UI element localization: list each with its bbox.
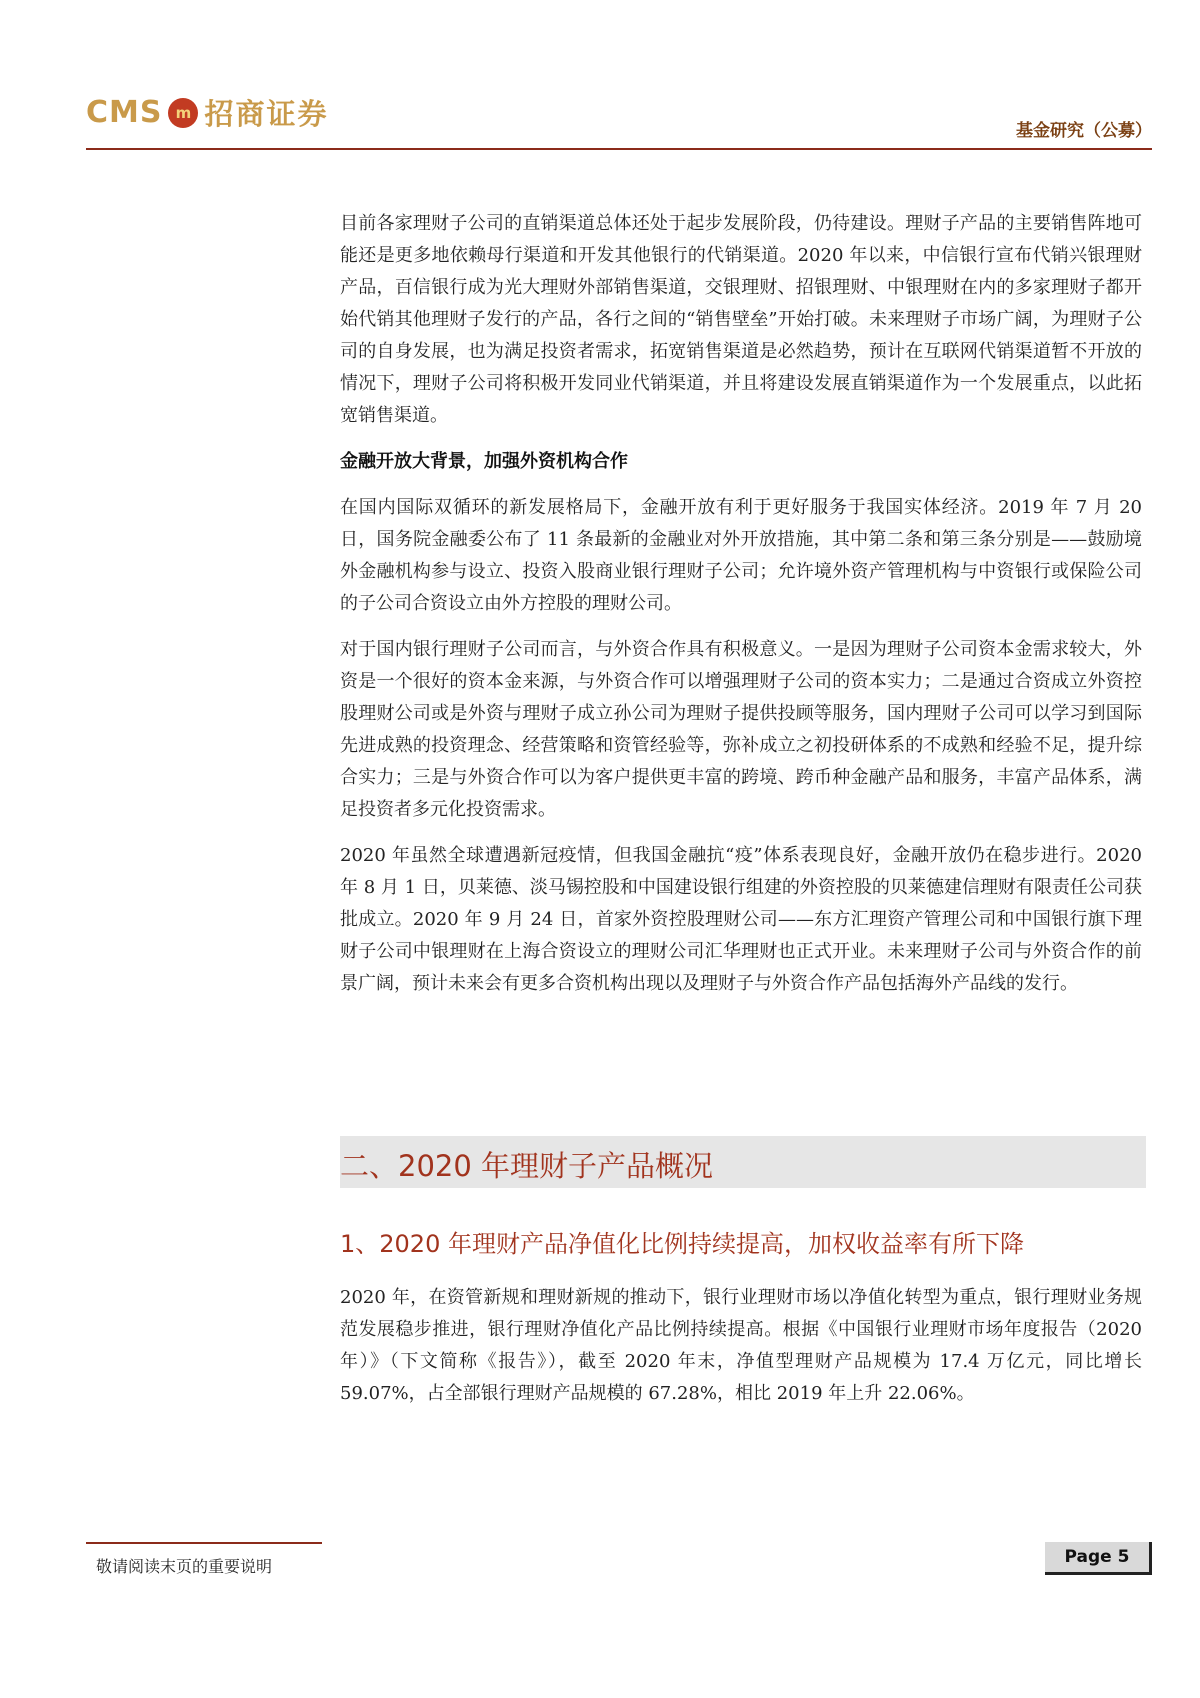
subsection-title: 1、2020 年理财产品净值化比例持续提高，加权收益率有所下降: [340, 1230, 1024, 1258]
header-divider: [86, 148, 1152, 150]
logo-mark-icon: m: [168, 98, 198, 128]
bold-heading: 金融开放大背景，加强外资机构合作: [340, 451, 628, 472]
disclaimer-note: 敬请阅读末页的重要说明: [96, 1557, 273, 1576]
section-heading-band: [340, 1136, 1146, 1188]
paragraph-2020-progress: 2020 年虽然全球遭遇新冠疫情，但我国金融抗“疫”体系表现良好，金融开放仍在稳步进行。2020 年 8 月 1 日，贝莱德、淡马锡控股和中国建设银行组建的外资控股的贝莱德建信理财有限责任公司获批成立。2020 年 9 月 24 日，首家外资控股理财公司——东方汇理资产管理公司和中国银行旗下理财子公司中银理财在上海合资设立的理财公司汇华理财也正式开业。未来理财子公司与外资合作的前景广阔，预计未来会有更多合资机构出现以及理财子与外资合作产品包括海外产品线的发行。: [340, 845, 1142, 994]
section-title: 二、2020 年理财子产品概况: [340, 1149, 714, 1183]
section-content: [340, 1282, 1142, 1424]
paragraph-net-value: 2020 年，在资管新规和理财新规的推动下，银行业理财市场以净值化转型为重点，银行理财业务规范发展稳步推进，银行理财净值化产品比例持续提高。根据《中国银行业理财市场年度报告（2020 年）》（下文简称《报告》），截至 2020 年末，净值型理财产品规模为 17.4 万亿元，同比增长 59.07%，占全部银行理财产品规模的 67.28%，相比 2019 年上升 22.06%。: [340, 1287, 1142, 1404]
logo-cms-text: CMS: [86, 95, 163, 130]
section-label: 基金研究（公募）: [1016, 121, 1152, 141]
page-header: [86, 88, 1152, 150]
paragraph-direct-sales: 目前各家理财子公司的直销渠道总体还处于起步发展阶段，仍待建设。理财子产品的主要销售阵地可能还是更多地依赖母行渠道和开发其他银行的代销渠道。2020 年以来，中信银行宣布代销兴银理财产品，百信银行成为光大理财外部销售渠道，交银理财、招银理财、中银理财在内的多家理财子都开始代销其他理财子发行的产品，各行之间的“销售壁垒”开始打破。未来理财子市场广阔，为理财子公司的自身发展，也为满足投资者需求，拓宽销售渠道是必然趋势，预计在互联网代销渠道暂不开放的情况下，理财子公司将积极开发同业代销渠道，并且将建设发展直销渠道作为一个发展重点，以此拓宽销售渠道。: [340, 213, 1142, 426]
page-footer: [86, 1542, 1152, 1582]
page-number: Page 5: [1045, 1542, 1152, 1575]
cms-logo: [86, 92, 329, 133]
paragraph-financial-opening: 在国内国际双循环的新发展格局下，金融开放有利于更好服务于我国实体经济。2019 年 7 月 20 日，国务院金融委公布了 11 条最新的金融业对外开放措施，其中第二条和第三条分别是——鼓励境外金融机构参与设立、投资入股商业银行理财子公司；允许境外资产管理机构与中资银行或保险公司的子公司合资设立由外方控股的理财公司。: [340, 497, 1142, 614]
body-content: [340, 208, 1142, 1014]
footer-divider: [86, 1542, 322, 1544]
logo-chinese-text: 招商证券: [204, 97, 329, 131]
paragraph-foreign-cooperation: 对于国内银行理财子公司而言，与外资合作具有积极意义。一是因为理财子公司资本金需求较大，外资是一个很好的资本金来源，与外资合作可以增强理财子公司的资本实力；二是通过合资成立外资控股理财公司或是外资与理财子成立孙公司为理财子提供投顾等服务，国内理财子公司可以学习到国际先进成熟的投资理念、经营策略和资管经验等，弥补成立之初投研体系的不成熟和经验不足，提升综合实力；三是与外资合作可以为客户提供更丰富的跨境、跨币种金融产品和服务，丰富产品体系，满足投资者多元化投资需求。: [340, 639, 1142, 820]
